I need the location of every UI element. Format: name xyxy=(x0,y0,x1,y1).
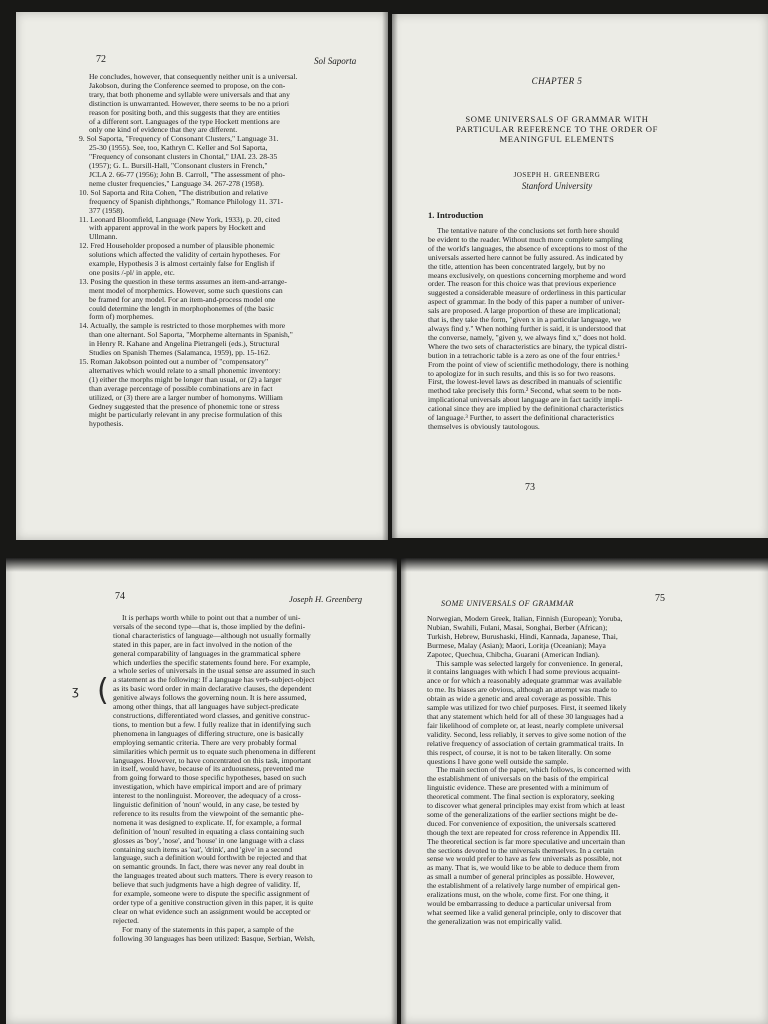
text-line: 11. Leonard Bloomfield, Language (New York, 1933), p. 20, cited xyxy=(79,215,280,224)
text-line: among other things, that all languages have subject-predicate xyxy=(113,703,299,712)
text-line: suggested a considerable measure of orderliness in this particular xyxy=(428,289,626,298)
page-75 xyxy=(401,558,768,1024)
text-line: on semantic grounds. In fact, there was never any real doubt in xyxy=(113,863,304,872)
text-line: Gedney suggested that the presence of phonemic tone or stress xyxy=(89,402,280,411)
text-line: frequency of Spanish diphthongs," Romance Philology 11. 371- xyxy=(89,197,284,206)
text-line: though the text are repeated for cross reference in Appendix III. xyxy=(427,828,621,837)
text-line: of the world's languages, the absence of exceptions to most of the xyxy=(428,244,628,253)
page-74 xyxy=(6,558,397,1024)
text-line: in itself, would have, because of its arduousness, prevented me xyxy=(113,765,305,774)
text-line: Nubian, Swahili, Fulani, Masai, Songhai, Berber (African); xyxy=(427,623,608,632)
page-top-shadow xyxy=(6,558,397,572)
text-line: language, such a definition would forthwith be rejected and that xyxy=(113,854,308,863)
body-text xyxy=(428,227,720,432)
text-line: distinction is unwarranted. However, there seems to be no a priori xyxy=(89,99,290,108)
text-line: with apparent approval in the work papers by Hockett and xyxy=(89,224,266,233)
text-line: general comparability of languages in the grammatical sphere xyxy=(113,649,301,658)
text-line: sense we would prefer to have as few universals as possible, not xyxy=(427,855,622,864)
running-head: Sol Saporta xyxy=(314,56,357,66)
text-line: reason for positing both, and this suggests that they are entities xyxy=(89,108,280,117)
text-line: that is, they take the form, "given x in a particular language, we xyxy=(428,316,622,325)
text-line: The main section of the paper, which follows, is concerned with xyxy=(436,766,631,775)
text-line: sample was utilized for two chief purposes. First, it seemed likely xyxy=(427,704,627,713)
text-line: Zapotec, Quechua, Chibcha, Guarani (American Indian). xyxy=(427,650,600,659)
text-line: 12. Fred Householder proposed a number of plausible phonemic xyxy=(79,242,275,251)
text-line: 14. Actually, the sample is restricted to those morphemes with more xyxy=(79,322,286,331)
text-line: the establishment of a relatively large number of empirical gen- xyxy=(427,882,621,891)
text-line: that any statement which held for all of these 30 languages had a xyxy=(427,712,624,721)
text-line: trary, that both phoneme and syllable were universals and that any xyxy=(89,90,290,99)
text-line: tions, to mention but a few. I fully realize that in identifying such xyxy=(113,720,311,729)
page-number: 74 xyxy=(115,591,125,602)
text-line: following 30 languages has been utilized: Basque, Serbian, Welsh, xyxy=(113,934,315,943)
page-number: 73 xyxy=(525,482,535,493)
text-line: implicational universals about language are in fact tacitly impli- xyxy=(428,396,623,405)
text-line: of a different sort. Languages of the type Hockett mentions are xyxy=(89,117,280,126)
text-line: method take precisely this form.² Second, what seem to be non- xyxy=(428,387,622,396)
text-line: 25-30 (1955). See, too, Kathryn C. Keller and Sol Saporta, xyxy=(89,144,268,153)
text-line: He concludes, however, that consequently neither unit is a universal. xyxy=(89,73,298,81)
text-line: "Frequency of consonant clusters in Chontal," IJAL 23. 28-35 xyxy=(89,153,278,162)
text-line: a statement as the following: If a language has verb-subject-object xyxy=(113,676,315,685)
page-spine-shadow xyxy=(382,12,388,540)
text-line: as many. That is, we would like to be able to deduce them from xyxy=(427,864,620,873)
text-line: aspect of grammar. In the body of this paper a number of univer- xyxy=(428,298,625,307)
text-line: duced. For convenience of exposition, the universals scattered xyxy=(427,819,616,828)
text-line: to me. Its biases are obvious, although an attempt was made to xyxy=(427,686,618,695)
text-line: the generalization was not empirically valid. xyxy=(427,917,562,926)
text-line: clear on what evidence such an assignment would be accepted or xyxy=(113,907,311,916)
text-line: Studies on Spanish Themes (Salamanca, 1959), pp. 15-162. xyxy=(89,349,271,358)
text-line: to discover what general principles may exist from which at least xyxy=(427,802,625,811)
text-line: Ullmann. xyxy=(89,233,118,242)
text-line: 377 (1958). xyxy=(89,206,125,215)
text-line: Norwegian, Modern Greek, Italian, Finnish (European); Yoruba, xyxy=(427,615,623,623)
text-line: (1) either the morphs might be longer than usual, or (2) a larger xyxy=(89,375,282,384)
text-line: themselves is obviously tautologous. xyxy=(428,422,540,431)
author-affiliation: Stanford University xyxy=(521,181,593,191)
text-line: cational since they are implied by the definitional characteristics xyxy=(428,405,624,414)
text-line: JCLA 2. 66-77 (1956); John B. Carroll, "The assessment of pho- xyxy=(89,170,286,179)
text-line: from going forward to those specific hypotheses, based on such xyxy=(113,774,307,783)
text-line: Jakobson, during the Conference seemed to propose, on the con- xyxy=(89,81,286,90)
text-line: ance or for which a reasonably adequate grammar was available xyxy=(427,677,622,686)
body-text xyxy=(427,615,699,927)
text-line: the establishment of universals on the basis of the empirical xyxy=(427,775,609,784)
text-line: definition of 'noun' resulted in equating a class containing such xyxy=(113,827,305,836)
running-head: SOME UNIVERSALS OF GRAMMAR xyxy=(441,599,574,608)
text-line: tional characteristics of language—although not usually formally xyxy=(113,631,311,640)
text-line: questions I have gone well outside the sample. xyxy=(427,757,569,766)
text-line: which underlies the specific statements found here. For example, xyxy=(113,658,311,667)
text-line: employing semantic criteria. There are very probably formal xyxy=(113,738,297,747)
text-line: linguistic definition of 'noun' would, in any case, be tested by xyxy=(113,801,300,810)
text-line: eralizations must, on the whole, come first. For one thing, it xyxy=(427,891,609,900)
pen-bracket-mark: ( xyxy=(97,673,109,708)
page-spine-shadow xyxy=(392,14,398,538)
text-line: ment model of morphemics. However, some such questions can xyxy=(89,286,283,295)
text-line: 9. Sol Saporta, "Frequency of Consonant Clusters," Language 31. xyxy=(79,135,279,144)
text-line: validity. Second, less reliably, it serves to give some notion of the xyxy=(427,730,626,739)
title-line: MEANINGFUL ELEMENTS xyxy=(499,134,615,145)
text-line: be framed for any model. For an item-and-process model one xyxy=(89,295,276,304)
text-line: From the point of view of scientific methodology, there is nothing xyxy=(428,360,629,369)
text-line: relative frequency of association of certain grammatical traits. In xyxy=(427,739,624,748)
page-73 xyxy=(392,14,768,538)
page-top-shadow xyxy=(401,558,768,572)
footnotes-block xyxy=(79,73,351,429)
text-line: than average percentage of possible combinations are in fact xyxy=(89,384,273,393)
text-line: would be embarrassing to deduce a particular universal from xyxy=(427,900,612,908)
running-head: Joseph H. Greenberg xyxy=(289,594,363,604)
text-line: fair likelihood of complete or, at least, nearly complete universal xyxy=(427,721,624,730)
text-line: constructions, differentiated word classes, and genitive construc- xyxy=(113,711,310,720)
text-line: the sections devoted to the universals themselves. In a certain xyxy=(427,846,614,855)
text-line: stated in this paper, are in fact involved in the notion of the xyxy=(113,640,293,649)
text-line: nomena it was designed to explicate. If, for example, a formal xyxy=(113,818,302,827)
text-line: one posits /-pl/ in apple, etc. xyxy=(89,268,175,277)
text-line: as its basic word order in main declarative clauses, the dependent xyxy=(113,685,312,694)
text-line: as small a number of general principles as possible. However, xyxy=(427,873,615,882)
text-line: versals of the second type—that is, those implied by the defini- xyxy=(113,622,306,631)
text-line: could determine the length in morphophonemes of (the basic xyxy=(89,304,274,313)
text-line: sals are proposed. A large proportion of these are implicational; xyxy=(428,307,621,316)
text-line: interest to the nonlinguist. Moreover, the adequacy of a cross- xyxy=(113,792,302,801)
title-line: SOME UNIVERSALS OF GRAMMAR WITH xyxy=(465,114,649,124)
text-line: theoretical comment. The final section is exploratory, seeking xyxy=(427,793,615,802)
text-line: investigation, which have empirical import and are of primary xyxy=(113,783,302,792)
text-line: the title, attention has been concentrated largely, but by no xyxy=(428,262,606,271)
text-line: This sample was selected largely for convenience. In general, xyxy=(436,659,623,668)
text-line: For many of the statements in this paper, a sample of the xyxy=(122,925,294,934)
text-line: rejected. xyxy=(113,916,139,925)
body-text xyxy=(113,614,395,944)
text-line: (1957); G. L. Bursill-Hall, "Consonant clusters in French," xyxy=(89,162,268,171)
text-line: 15. Roman Jakobson pointed out a number of "compensatory" xyxy=(79,358,269,366)
page-number: 72 xyxy=(96,54,106,65)
text-line: example, Hypothesis 3 is almost certainly false for English if xyxy=(89,260,275,269)
text-line: what seemed like a valid general principle, only to discover that xyxy=(427,908,622,917)
text-line: utilized, or (3) there are a larger number of homonyms. William xyxy=(89,393,283,402)
text-line: alternatives which would relate to a small phonemic inventory: xyxy=(89,366,281,375)
text-line: this respect, of course, it is not to be taken literally. On some xyxy=(427,748,612,757)
page-72 xyxy=(16,12,388,540)
text-line: Burmese, Malay (Asian); Maori, Loritja (Oceanian); Maya xyxy=(427,641,606,650)
chapter-label: CHAPTER 5 xyxy=(531,76,583,86)
author-name: JOSEPH H. GREENBERG xyxy=(513,171,601,179)
text-line: Where the two sets of characteristics are binary, the typical distri- xyxy=(428,342,628,351)
text-line: only one kind of evidence that they are different. xyxy=(89,126,238,135)
text-line: 10. Sol Saporta and Rita Cohen, "The distribution and relative xyxy=(79,188,268,197)
chapter-title xyxy=(392,114,722,145)
text-line: genitive always follows the governing noun. It is here assumed, xyxy=(113,694,307,703)
text-line: be evident to the reader. Without much more complete sampling xyxy=(428,235,623,244)
text-line: It is perhaps worth while to point out that a number of uni- xyxy=(122,614,301,622)
text-line: similarities which permit us to equate such phenomena in different xyxy=(113,747,316,756)
text-line: The tentative nature of the conclusions set forth here should xyxy=(437,227,619,235)
text-line: the languages treated about such matters. There is every reason to xyxy=(113,872,313,881)
text-line: a whole series of universals in the usual sense are assumed in such xyxy=(113,667,316,676)
text-line: hypothesis. xyxy=(89,420,124,429)
text-line: solutions which affected the validity of certain hypotheses. For xyxy=(89,251,281,260)
text-line: means exclusively, on questions concerning morpheme and word xyxy=(428,271,626,280)
text-line: First, the lowest-level laws as described in manuals of scientific xyxy=(428,378,623,387)
text-line: bution in a tetrachoric table is a zero as one of the four entries.¹ xyxy=(428,351,621,360)
text-line: The theoretical section is far more speculative and uncertain than xyxy=(427,837,625,846)
text-line: for example, someone were to dispute the specific assignment of xyxy=(113,890,310,899)
text-line: reference to its results from the viewpoint of the semantic phe- xyxy=(113,809,304,818)
page-number: 75 xyxy=(655,593,665,604)
text-line: phenomena in languages of differing structure, one is basically xyxy=(113,729,304,738)
text-line: it contains languages with which I had some previous acquaint- xyxy=(427,668,620,677)
text-line: might be particularly relevant in any precise formulation of this xyxy=(89,411,282,420)
pen-squiggle-mark: ʒ xyxy=(72,684,79,698)
text-line: obtain as wide a genetic and areal coverage as possible. This xyxy=(427,695,611,704)
text-line: of language.³ Further, to assert the definitional characteristics xyxy=(428,414,615,423)
text-line: containing such items as 'eat', 'drink', and 'give' in a second xyxy=(113,845,293,854)
text-line: universals asserted here cannot be fully assured. As indicated by xyxy=(428,253,624,262)
text-line: neme cluster frequencies," Language 34. 267-278 (1958). xyxy=(89,179,264,188)
text-line: the converse, namely, "given y, we always find x," does not hold. xyxy=(428,333,626,342)
text-line: languages. However, to have concentrated on this task, important xyxy=(113,756,312,765)
text-line: in Henry R. Kahane and Angelina Pietrangeli (eds.), Structural xyxy=(89,340,280,349)
text-line: 13. Posing the question in these terms assumes an item-and-arrange- xyxy=(79,277,287,286)
text-line: order. The reason for this choice was that previous experience xyxy=(428,280,616,289)
section-heading: 1. Introduction xyxy=(428,210,484,220)
text-line: than one alternant. Sol Saporta, "Morpheme alternants in Spanish," xyxy=(89,331,293,340)
text-line: order type of a genitive construction given in this paper, it is quite xyxy=(113,899,314,907)
title-line: PARTICULAR REFERENCE TO THE ORDER OF xyxy=(456,124,658,135)
text-line: linguistic evidence. These are presented with a minimum of xyxy=(427,784,609,793)
text-line: believe that such judgments have a high degree of validity. If, xyxy=(113,881,301,890)
page-spine-shadow xyxy=(401,558,407,1024)
text-line: form of) morphemes. xyxy=(89,313,154,322)
text-line: to apologize for in such results, and this is so for two reasons. xyxy=(428,369,616,378)
text-line: some of the generalizations of the earlier sections might be de- xyxy=(427,810,618,819)
text-line: glosses as 'boy', 'nose', and 'house' in one language with a class xyxy=(113,836,305,845)
text-line: always find y." When nothing further is said, it is understood that xyxy=(428,324,626,333)
text-line: Turkish, Hebrew, Burushaski, Hindi, Kannada, Japanese, Thai, xyxy=(427,632,618,641)
